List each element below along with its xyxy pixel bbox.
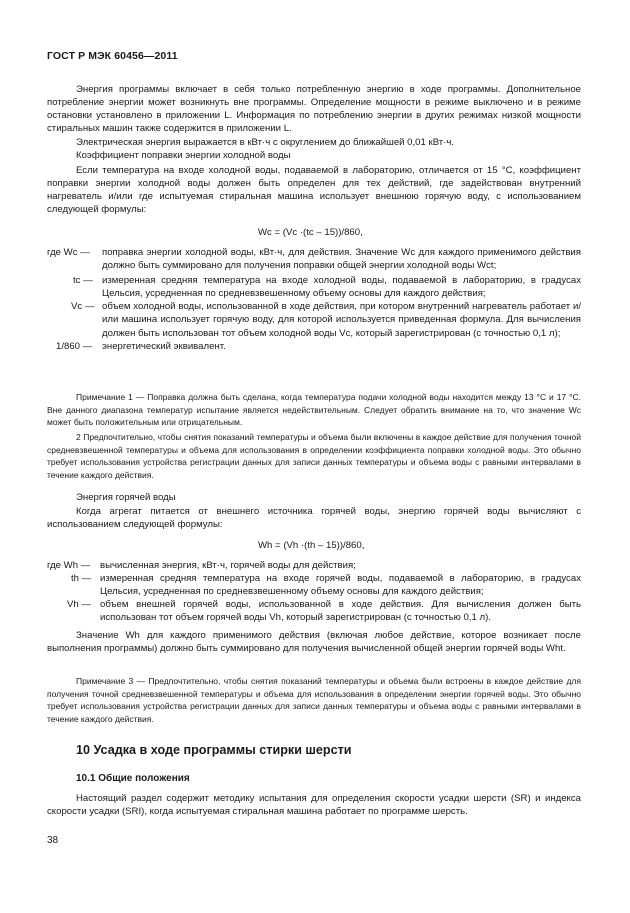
paragraph-hot-water-heading: Энергия горячей воды — [76, 492, 176, 503]
definition-item — [47, 598, 581, 624]
definition-text: вычисленная энергия, кВт·ч, горячей воды для действия; — [100, 560, 356, 571]
definition-key: th — — [71, 573, 92, 585]
definition-text: поправка энергии холодной воды, кВт·ч, для действия. Значение Wc для каждого применимого действия должно быть суммировано для получения поправки общей энергии холодной воды Wct; — [102, 247, 581, 272]
definition-key: Vc — — [71, 301, 95, 313]
definition-item — [47, 300, 581, 339]
definition-item — [47, 274, 581, 300]
definition-text: измеренная средняя температура на входе холодной воды, подаваемой в лабораторию, в градусах Цельсия, усредненная по средневзвешенному объему основы для каждого действия; — [102, 275, 581, 300]
definition-key: tc — — [73, 275, 93, 287]
definitions-hot-water — [47, 559, 581, 624]
paragraph-electric-energy: Электрическая энергия выражается в кВт·ч с округлением до ближайшей 0,01 кВт·ч. — [76, 137, 455, 148]
definition-key: Vh — — [67, 599, 91, 611]
paragraph-hot-water-sum: Значение Wh для каждого применимого действия (включая любое действие, которое возникает после выполнения программы) должно быть суммировано для получения вычисленной общей энергии горячей воды Wht. — [47, 630, 581, 655]
page-number: 38 — [47, 835, 59, 846]
definitions-cold-water — [47, 246, 581, 353]
note-2: 2 Предпочтительно, чтобы снятия показаний температуры и объема были включены в каждое действие для получения точной средневзвешенной температуры и объема для использования в определении коэффициента поправки холодной воды. Это обычно требует использования устройства регистрации данных для записи данных температуры и объема воды с равными интервалами в течение каждого действия. — [47, 432, 581, 480]
definition-item — [47, 572, 581, 598]
note-3: Примечание 3 — Предпочтительно, чтобы снятия показаний температуры и объема были встроены в каждое действие для получения точной средневзвешенной температуры и объема для использования в определении энергии горячей воды. Это обычно требует использования устройства регистрации данных для записи данных температуры и объема воды с равными интервалами в течение каждого действия. — [47, 676, 581, 724]
note-1: Примечание 1 — Поправка должна быть сделана, когда температура подачи холодной воды находится между 13 °С и 17 °С. Вне данного диапазона температур испытание является недействительным. Следует обратить внимание на то, что значение Wc может быть положительным или отрицательным. — [47, 392, 581, 428]
paragraph-shrinkage-intro: Настоящий раздел содержит методику испытания для определения скорости усадки шерсти (SR) и индекса скорости усадки (SRI), когда испытуемая стиральная машина работает по программе шерсть. — [47, 793, 581, 818]
definition-text: объем внешней горячей воды, использованной в ходе действия. Для вычисления должен быть использован тот объем горячей воды Vh, который зарегистрирован (с точностью 0,1 л). — [100, 599, 581, 624]
definition-item — [47, 246, 581, 272]
paragraph-program-energy: Энергия программы включает в себя только потребленную энергию в ходе программы. Дополнительное потребление энергии может возникнуть вне программы. Определение мощности в режиме выключено и в режиме остановки установлено в приложении L. Информация по потреблению энергии в других режимах низкой мощности стиральных машин также содержится в приложении L. — [47, 84, 581, 135]
definition-text: энергетический эквивалент. — [102, 340, 226, 352]
paragraph-cold-water-correction: Если температура на входе холодной воды, подаваемой в лабораторию, отличается от 15 °С, коэффициент поправки энергии холодной воды должен быть определен для тех действий, где задействован внутренний нагреватель и/или где испытуемая стиральная машина использует внешнюю горячую воду, с использованием следующей формулы: — [47, 165, 581, 216]
section-title: 10 Усадка в ходе программы стирки шерсти — [76, 743, 352, 757]
definition-item — [47, 559, 581, 572]
definition-key: где Wh — — [47, 560, 91, 571]
definition-text: измеренная средняя температура на входе горячей воды, подаваемой в лабораторию, в градусах Цельсия, усредненная по средневзвешенному объему основы для каждого действия; — [100, 573, 581, 598]
subsection-title: 10.1 Общие положения — [76, 773, 190, 784]
paragraph-hot-water-intro: Когда агрегат питается от внешнего источника горячей воды, энергию горячей воды вычисляют с использованием следующей формулы: — [47, 506, 581, 531]
document-header: ГОСТ Р МЭК 60456—2011 — [47, 50, 178, 62]
paragraph-cold-water-heading: Коэффициент поправки энергии холодной воды — [76, 150, 291, 161]
formula-cold-water: Wc = (Vc ·(tc – 15))/860, — [258, 227, 363, 238]
definition-key: 1/860 — — [56, 340, 93, 352]
definition-key: где Wc — — [47, 247, 90, 258]
definition-item — [47, 340, 581, 353]
definition-text: объем холодной воды, использованной в ходе действия, при котором внутренний нагреватель работает и/или машина использует горячую воду, для которой используется приведенная формула. Для вычисления должен быть использован тот объем холодной воды Vc, который зарегистрирован (с точностью 0,1 л); — [102, 301, 581, 339]
formula-hot-water: Wh = (Vh ·(th – 15))/860, — [258, 540, 365, 551]
